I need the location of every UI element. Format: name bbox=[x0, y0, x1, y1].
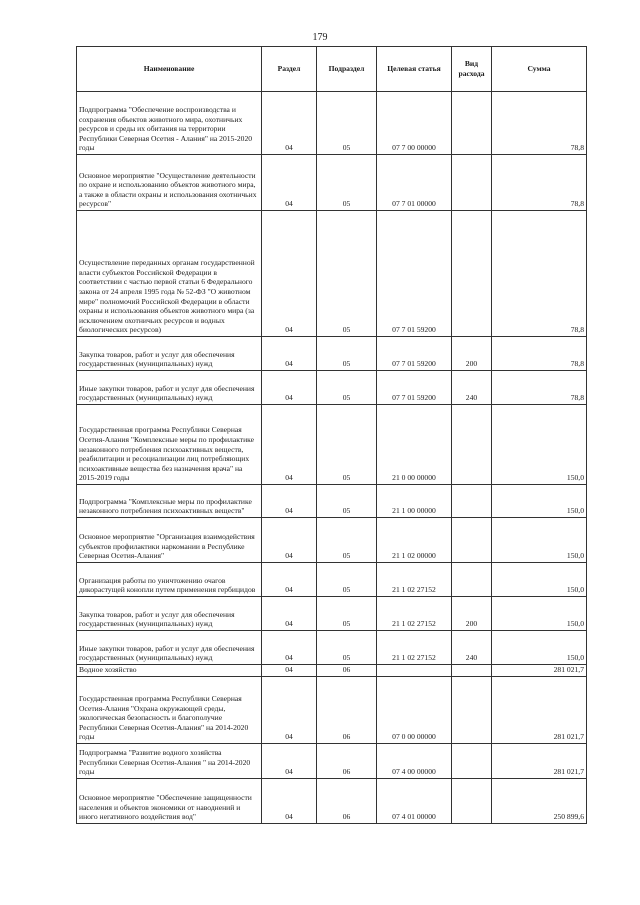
row-target bbox=[377, 665, 452, 677]
row-section: 04 bbox=[262, 563, 317, 597]
row-section: 04 bbox=[262, 744, 317, 779]
table-row bbox=[77, 211, 587, 337]
table-row bbox=[77, 405, 587, 485]
row-subsection: 05 bbox=[317, 485, 377, 518]
row-sum: 78,8 bbox=[492, 337, 587, 371]
row-sum: 78,8 bbox=[492, 371, 587, 405]
row-name: Основное мероприятие "Обеспечение защищенности населения и объектов экономики от наводнений и иного негативного воздействия вод" bbox=[77, 779, 262, 824]
row-target: 07 4 01 00000 bbox=[377, 779, 452, 824]
row-name: Подпрограмма "Обеспечение воспроизводства и сохранения объектов животного мира, охотничьих ресурсов и среды их обитания на территории Республики Северная Осетия - Алания" на 2015-2020 годы bbox=[77, 92, 262, 155]
row-expense: 200 bbox=[452, 597, 492, 631]
row-subsection: 06 bbox=[317, 744, 377, 779]
row-subsection: 05 bbox=[317, 155, 377, 211]
table-row bbox=[77, 155, 587, 211]
row-target: 21 0 00 00000 bbox=[377, 405, 452, 485]
row-expense: 200 bbox=[452, 337, 492, 371]
row-subsection: 05 bbox=[317, 631, 377, 665]
row-name: Подпрограмма "Развитие водного хозяйства Республики Северная Осетия-Алания " на 2014-2020 годы bbox=[77, 744, 262, 779]
row-sum: 281 021,7 bbox=[492, 677, 587, 744]
table-header bbox=[77, 47, 587, 92]
row-subsection: 06 bbox=[317, 779, 377, 824]
row-subsection: 05 bbox=[317, 337, 377, 371]
budget-table bbox=[76, 46, 587, 824]
row-expense bbox=[452, 665, 492, 677]
row-subsection: 05 bbox=[317, 92, 377, 155]
row-section: 04 bbox=[262, 92, 317, 155]
row-section: 04 bbox=[262, 337, 317, 371]
row-expense bbox=[452, 211, 492, 337]
row-expense: 240 bbox=[452, 371, 492, 405]
row-sum: 250 899,6 bbox=[492, 779, 587, 824]
row-target: 21 1 02 00000 bbox=[377, 518, 452, 563]
row-subsection: 05 bbox=[317, 371, 377, 405]
table-body bbox=[77, 92, 587, 824]
row-target: 07 7 01 59200 bbox=[377, 371, 452, 405]
row-sum: 281 021,7 bbox=[492, 744, 587, 779]
table-row bbox=[77, 337, 587, 371]
row-subsection: 05 bbox=[317, 563, 377, 597]
row-target: 21 1 02 27152 bbox=[377, 631, 452, 665]
table-row bbox=[77, 518, 587, 563]
table-row bbox=[77, 677, 587, 744]
row-target: 21 1 02 27152 bbox=[377, 563, 452, 597]
table-row bbox=[77, 597, 587, 631]
row-name: Водное хозяйство bbox=[77, 665, 262, 677]
row-name: Иные закупки товаров, работ и услуг для обеспечения государственных (муниципальных) нужд bbox=[77, 631, 262, 665]
row-expense bbox=[452, 779, 492, 824]
row-name: Государственная программа Республики Северная Осетия-Алания "Охрана окружающей среды, экологическая безопасность и благополучие Республики Северная Осетия-Алания" на 2014-2020 годы bbox=[77, 677, 262, 744]
row-expense: 240 bbox=[452, 631, 492, 665]
table-row bbox=[77, 631, 587, 665]
row-target: 07 7 01 59200 bbox=[377, 337, 452, 371]
table-row bbox=[77, 744, 587, 779]
row-expense bbox=[452, 563, 492, 597]
row-section: 04 bbox=[262, 597, 317, 631]
row-expense bbox=[452, 92, 492, 155]
header-target: Целевая статья bbox=[377, 47, 452, 92]
row-expense bbox=[452, 518, 492, 563]
row-expense bbox=[452, 677, 492, 744]
header-expense: Вид расхода bbox=[452, 47, 492, 92]
row-sum: 150,0 bbox=[492, 597, 587, 631]
row-name: Закупка товаров, работ и услуг для обеспечения государственных (муниципальных) нужд bbox=[77, 337, 262, 371]
row-section: 04 bbox=[262, 779, 317, 824]
row-section: 04 bbox=[262, 518, 317, 563]
row-subsection: 05 bbox=[317, 211, 377, 337]
table-row bbox=[77, 665, 587, 677]
page-number: 179 bbox=[312, 32, 328, 43]
row-subsection: 06 bbox=[317, 665, 377, 677]
row-name: Осуществление переданных органам государственной власти субъектов Российской Федерации в соответствии с частью первой статьи 6 Федерального закона от 24 апреля 1995 года № 52-ФЗ "О животном мире" полномочий Российской Федерации в области охраны и использования объектов животного мира (за исключением охотничьих ресурсов и водных биологических ресурсов) bbox=[77, 211, 262, 337]
row-expense bbox=[452, 405, 492, 485]
row-target: 07 0 00 00000 bbox=[377, 677, 452, 744]
table-row bbox=[77, 779, 587, 824]
row-sum: 150,0 bbox=[492, 485, 587, 518]
header-name: Наименование bbox=[77, 47, 262, 92]
table-row bbox=[77, 371, 587, 405]
header-subsection: Подраздел bbox=[317, 47, 377, 92]
row-name: Государственная программа Республики Северная Осетия-Алания "Комплексные меры по профилактике незаконного потребления психоактивных веществ, реабилитации и ресоциализации лиц потребляющих психоактивные вещества без назначения врача" на 2015-2019 годы bbox=[77, 405, 262, 485]
row-section: 04 bbox=[262, 631, 317, 665]
row-expense bbox=[452, 744, 492, 779]
row-section: 04 bbox=[262, 485, 317, 518]
row-sum: 150,0 bbox=[492, 405, 587, 485]
header-sum: Сумма bbox=[492, 47, 587, 92]
row-name: Организация работы по уничтожению очагов дикорастущей конопли путем применения гербицидов bbox=[77, 563, 262, 597]
row-section: 04 bbox=[262, 155, 317, 211]
row-subsection: 05 bbox=[317, 518, 377, 563]
row-expense bbox=[452, 155, 492, 211]
row-name: Иные закупки товаров, работ и услуг для обеспечения государственных (муниципальных) нужд bbox=[77, 371, 262, 405]
row-section: 04 bbox=[262, 371, 317, 405]
row-subsection: 05 bbox=[317, 405, 377, 485]
row-subsection: 06 bbox=[317, 677, 377, 744]
row-name: Подпрограмма "Комплексные меры по профилактике незаконного потребления психоактивных веществ" bbox=[77, 485, 262, 518]
row-section: 04 bbox=[262, 677, 317, 744]
table-row bbox=[77, 485, 587, 518]
row-target: 07 7 01 00000 bbox=[377, 155, 452, 211]
table-row bbox=[77, 563, 587, 597]
row-sum: 150,0 bbox=[492, 631, 587, 665]
row-target: 21 1 00 00000 bbox=[377, 485, 452, 518]
row-sum: 78,8 bbox=[492, 211, 587, 337]
row-sum: 78,8 bbox=[492, 155, 587, 211]
row-name: Основное мероприятие "Осуществление деятельности по охране и использованию объектов животного мира, а также в области охраны и использования охотничьих ресурсов" bbox=[77, 155, 262, 211]
row-name: Основное мероприятие "Организация взаимодействия субъектов профилактики наркомании в Республике Северная Осетия-Алания" bbox=[77, 518, 262, 563]
row-section: 04 bbox=[262, 665, 317, 677]
row-target: 07 7 01 59200 bbox=[377, 211, 452, 337]
row-expense bbox=[452, 485, 492, 518]
row-sum: 150,0 bbox=[492, 518, 587, 563]
row-section: 04 bbox=[262, 211, 317, 337]
row-sum: 78,8 bbox=[492, 92, 587, 155]
row-subsection: 05 bbox=[317, 597, 377, 631]
row-target: 07 4 00 00000 bbox=[377, 744, 452, 779]
row-sum: 150,0 bbox=[492, 563, 587, 597]
row-name: Закупка товаров, работ и услуг для обеспечения государственных (муниципальных) нужд bbox=[77, 597, 262, 631]
row-target: 07 7 00 00000 bbox=[377, 92, 452, 155]
row-section: 04 bbox=[262, 405, 317, 485]
row-target: 21 1 02 27152 bbox=[377, 597, 452, 631]
table-row bbox=[77, 92, 587, 155]
header-section: Раздел bbox=[262, 47, 317, 92]
row-sum: 281 021,7 bbox=[492, 665, 587, 677]
